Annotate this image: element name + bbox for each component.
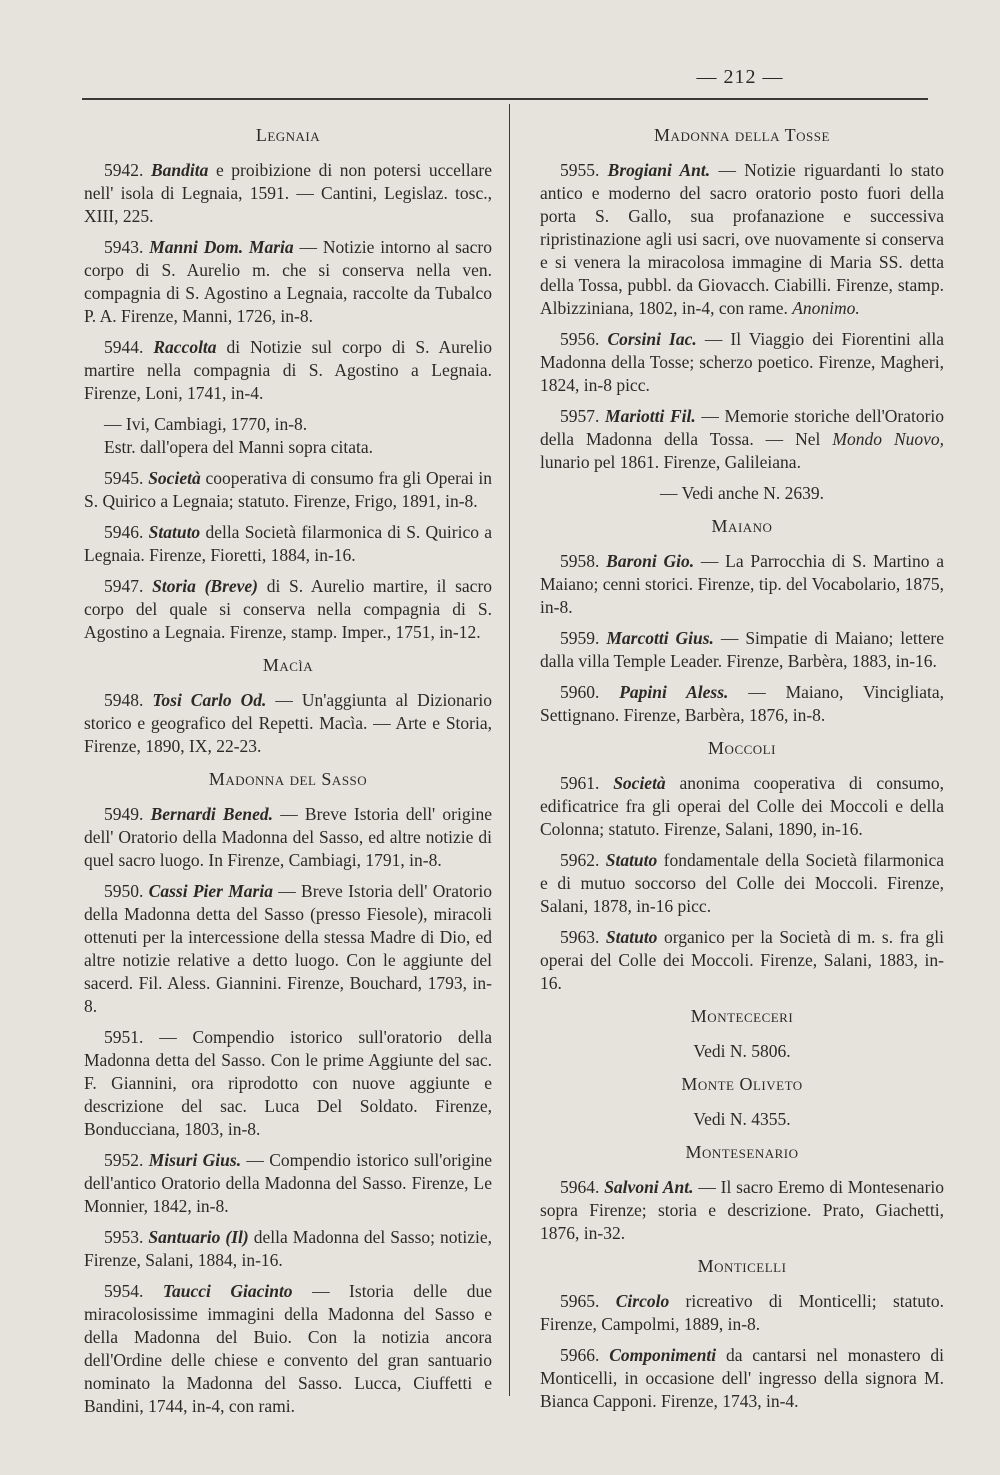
entry-number: 5952. (104, 1150, 144, 1170)
entry-author: Statuto (605, 850, 658, 870)
entry-note: Estr. dall'opera del Manni sopra citata. (104, 437, 373, 457)
entry-author: Papini Aless. (619, 682, 729, 702)
bibliography-entry (540, 159, 944, 320)
entry-text: — Compendio istorico sull'oratorio della Madonna detta del Sasso. Con le prime Aggiunte del sac. F. Giannini, ora riprodotto con nuove aggiunte e descrizione del sac. Luca Del Soldato. Firenze, Bonducciana, 1803, in-8. (84, 1027, 493, 1139)
entry-text: fondamentale della Società filarmonica e di mutuo soccorso del Colle dei Moccoli. Firenze, Salani, 1878, in-16 picc. (540, 850, 945, 916)
entry-text: da cantarsi nel monastero di Monticelli, in occasione dell' ingresso della signora M. Bianca Capponi. Firenze, 1743, in-4. (540, 1345, 945, 1411)
bibliography-entry (540, 328, 944, 397)
entry-number: 5947. (104, 576, 144, 596)
entry-text: di Notizie sul corpo di S. Aurelio martire nella compagnia di S. Agostino a Legnaia. Firenze, Loni, 1741, in-4. (84, 337, 493, 403)
entry-text: — Notizie intorno al sacro corpo di S. Aurelio m. che si conserva nella ven. compagnia di S. Agostino a Legnaia, raccolte da Tubalco P. A. Firenze, Manni, 1726, in-8. (84, 237, 492, 326)
entry-text: — Compendio istorico sull'origine dell'antico Oratorio della Madonna del Sasso. Firenze, Le Monnier, 1842, in-8. (84, 1150, 493, 1216)
section-heading: Montececeri (690, 1006, 794, 1026)
entry-text: — Breve Istoria dell' origine dell' Oratorio della Madonna del Sasso, ed altre notizie di quel sacro luogo. In Firenze, Cambiagi, 1791, in-8. (84, 804, 492, 870)
entry-author: Bandita (150, 160, 209, 180)
entry-number: 5964. (560, 1177, 600, 1197)
entry-number: 5965. (560, 1291, 600, 1311)
entry-author: Statuto (148, 522, 201, 542)
entry-author: Corsini Iac. (607, 329, 697, 349)
entry-text: anonima cooperativa di consumo, edificatrice fra gli operai del Colle dei Moccoli e della Colonna; statuto. Firenze, Salani, 1890, in-16. (540, 773, 944, 839)
entry-author: Bernardi Bened. (150, 804, 274, 824)
entry-text: — Un'aggiunta al Dizionario storico e geografico del Repetti. Macìa. — Arte e Storia, Firenze, 1890, IX, 22-23. (84, 690, 493, 756)
section-heading: Maiano (711, 516, 773, 536)
entry-number: 5951. (104, 1027, 144, 1047)
entry-text-cont: lunario pel 1861. Firenze, Galileiana. (540, 452, 801, 472)
left-column (84, 124, 492, 1426)
entry-text: e proibizione di non potersi uccellare nell' isola di Legnaia, 1591. — Cantini, Legislaz. tosc., XIII, 225. (84, 160, 492, 226)
entry-text: — Il sacro Eremo di Montesenario sopra Firenze; storia e descrizione. Prato, Giachetti, 1876, in-32. (540, 1177, 945, 1243)
entry-author: Statuto (605, 927, 658, 947)
entry-number: 5945. (104, 468, 144, 488)
entry-author: Mariotti Fil. (605, 406, 696, 426)
bibliography-entry (84, 159, 492, 228)
section-heading: Madonna del Sasso (208, 769, 368, 789)
column-divider (509, 104, 510, 1396)
entry-author: Misuri Gius. (148, 1150, 242, 1170)
bibliography-entry (84, 689, 492, 758)
bibliography-entry (84, 467, 492, 513)
entry-text: della Società filarmonica di S. Quirico a Legnaia. Firenze, Fioretti, 1884, in-16. (84, 522, 493, 565)
bibliography-entry (540, 405, 944, 474)
entry-author: Baroni Gio. (606, 551, 695, 571)
bibliography-entry (540, 627, 944, 673)
bibliography-entry (540, 1344, 944, 1413)
section-heading: Madonna della Tosse (654, 125, 830, 145)
entry-author: Manni Dom. Maria (149, 237, 294, 257)
entry-number: 5948. (104, 690, 144, 710)
bibliography-entry (84, 1149, 492, 1218)
bibliography-entry (540, 849, 944, 918)
entry-author: Salvoni Ant. (604, 1177, 694, 1197)
section-heading: Montesenario (685, 1142, 799, 1162)
entry-author: Società (148, 468, 201, 488)
entry-number: 5949. (104, 804, 144, 824)
entry-number: 5955. (560, 160, 600, 180)
bibliography-entry (84, 575, 492, 644)
bibliography-entry (540, 550, 944, 619)
bibliography-entry (540, 681, 944, 727)
entry-italic: Mondo Nuovo, (832, 429, 945, 449)
page-number: — 212 — (696, 66, 784, 88)
entry-text: di S. Aurelio martire, il sacro corpo del quale si conserva nella compagnia di S. Agostino a Legnaia. Firenze, stamp. Imper., 1751, in-12. (84, 576, 493, 642)
entry-number: 5954. (104, 1281, 144, 1301)
entry-number: 5946. (104, 522, 144, 542)
entry-number: 5961. (560, 773, 600, 793)
entry-author: Santuario (Il) (148, 1227, 249, 1247)
bibliography-entry (540, 926, 944, 995)
entry-number: 5950. (104, 881, 144, 901)
entry-author: Storia (Breve) (152, 576, 259, 596)
entry-reprint: — Ivi, Cambiagi, 1770, in-8. (104, 414, 308, 434)
bibliography-entry (540, 1176, 944, 1245)
entry-text: — La Parrocchia di S. Martino a Maiano; cenni storici. Firenze, tip. del Vocabolario, 1875, in-8. (540, 551, 945, 617)
entry-text: — Il Viaggio dei Fiorentini alla Madonna della Tosse; scherzo poetico. Firenze, Magheri, 1824, in-8 picc. (540, 329, 945, 395)
entry-author: Taucci Giacinto (162, 1281, 293, 1301)
entry-text: organico per la Società di m. s. fra gli operai del Colle dei Moccoli. Firenze, Salani, 1883, in-16. (540, 927, 944, 993)
bibliography-entry (84, 1280, 492, 1418)
entry-text: cooperativa di consumo fra gli Operai in S. Quirico a Legnaia; statuto. Firenze, Frigo, 1891, in-8. (84, 468, 493, 511)
entry-text: della Madonna del Sasso; notizie, Firenze, Salani, 1884, in-16. (84, 1227, 492, 1270)
entry-text: — Notizie riguardanti lo stato antico e moderno del sacro oratorio posto fuori della porta S. Gallo, sua profanazione e successiva ripristinazione agli usi sacri, ove nuovamente si conserva e si venera la miracolosa immagine di Maria SS. detta della Tossa, pubbl. da Giovacch. Ciabilli. Firenze, stamp. Albizziniana, 1802, in-4, con rame. (540, 160, 945, 318)
entry-note: Anonimo. (792, 298, 860, 318)
entry-author: Cassi Pier Maria (148, 881, 273, 901)
section-heading: Moccoli (708, 738, 776, 758)
entry-author: Circolo (615, 1291, 670, 1311)
entry-text: — Istoria delle due miracolosissime immagini della Madonna del Sasso e della Madonna del Buio. Con la notizia ancora dell'Ordine delle chiese e convento del gran santuario nominato la Madonna del Sasso. Lucca, Ciuffetti e Bandini, 1744, in-4, con rami. (84, 1281, 493, 1416)
bibliography-entry (540, 1290, 944, 1336)
entry-number: 5943. (104, 237, 144, 257)
bibliography-entry (84, 236, 492, 328)
header-rule (82, 98, 928, 100)
entry-text: — Breve Istoria dell' Oratorio della Madonna detta del Sasso (presso Fiesole), miracoli ottenuti per la intercessione della stessa Madre di Dio, ed altre notizie relative a detto luogo. Con le aggiunte del sacerd. Fil. Aless. Giannini. Firenze, Bouchard, 1793, in-8. (84, 881, 493, 1016)
entry-number: 5944. (104, 337, 144, 357)
bibliography-entry (84, 1226, 492, 1272)
section-heading: Legnaia (255, 125, 321, 145)
entry-author: Raccolta (153, 337, 217, 357)
bibliography-entry (84, 336, 492, 405)
bibliography-entry (84, 803, 492, 872)
entry-author: Tosi Carlo Od. (152, 690, 267, 710)
section-heading: Monte Oliveto (681, 1074, 803, 1094)
section-heading: Monticelli (697, 1256, 787, 1276)
right-column (540, 124, 944, 1421)
cross-reference: Vedi N. 5806. (693, 1041, 791, 1061)
entry-author: Componimenti (609, 1345, 717, 1365)
entry-number: 5958. (560, 551, 600, 571)
entry-number: 5959. (560, 628, 600, 648)
entry-text: — Simpatie di Maiano; lettere dalla villa Temple Leader. Firenze, Barbèra, 1883, in-16. (540, 628, 945, 671)
section-heading: Macìa (262, 655, 314, 675)
entry-number: 5963. (560, 927, 600, 947)
entry-number: 5960. (560, 682, 600, 702)
entry-number: 5942. (104, 160, 144, 180)
entry-number: 5966. (560, 1345, 600, 1365)
bibliography-entry (540, 772, 944, 841)
entry-text: — Maiano, Vincigliata, Settignano. Firenze, Barbèra, 1876, in-8. (540, 682, 945, 725)
cross-reference: Vedi N. 4355. (693, 1109, 791, 1129)
entry-number: 5953. (104, 1227, 144, 1247)
entry-author: Brogiani Ant. (607, 160, 711, 180)
bibliography-entry (84, 521, 492, 567)
entry-number: 5956. (560, 329, 600, 349)
entry-text: — Memorie storiche dell'Oratorio della Madonna della Tossa. — Nel (540, 406, 945, 449)
entry-text: ricreativo di Monticelli; statuto. Firenze, Campolmi, 1889, in-8. (540, 1291, 945, 1334)
cross-reference: — Vedi anche N. 2639. (660, 483, 824, 503)
entry-number: 5962. (560, 850, 600, 870)
bibliography-entry (84, 880, 492, 1018)
entry-author: Società (613, 773, 666, 793)
entry-number: 5957. (560, 406, 600, 426)
bibliography-entry (84, 1026, 492, 1141)
entry-author: Marcotti Gius. (606, 628, 714, 648)
